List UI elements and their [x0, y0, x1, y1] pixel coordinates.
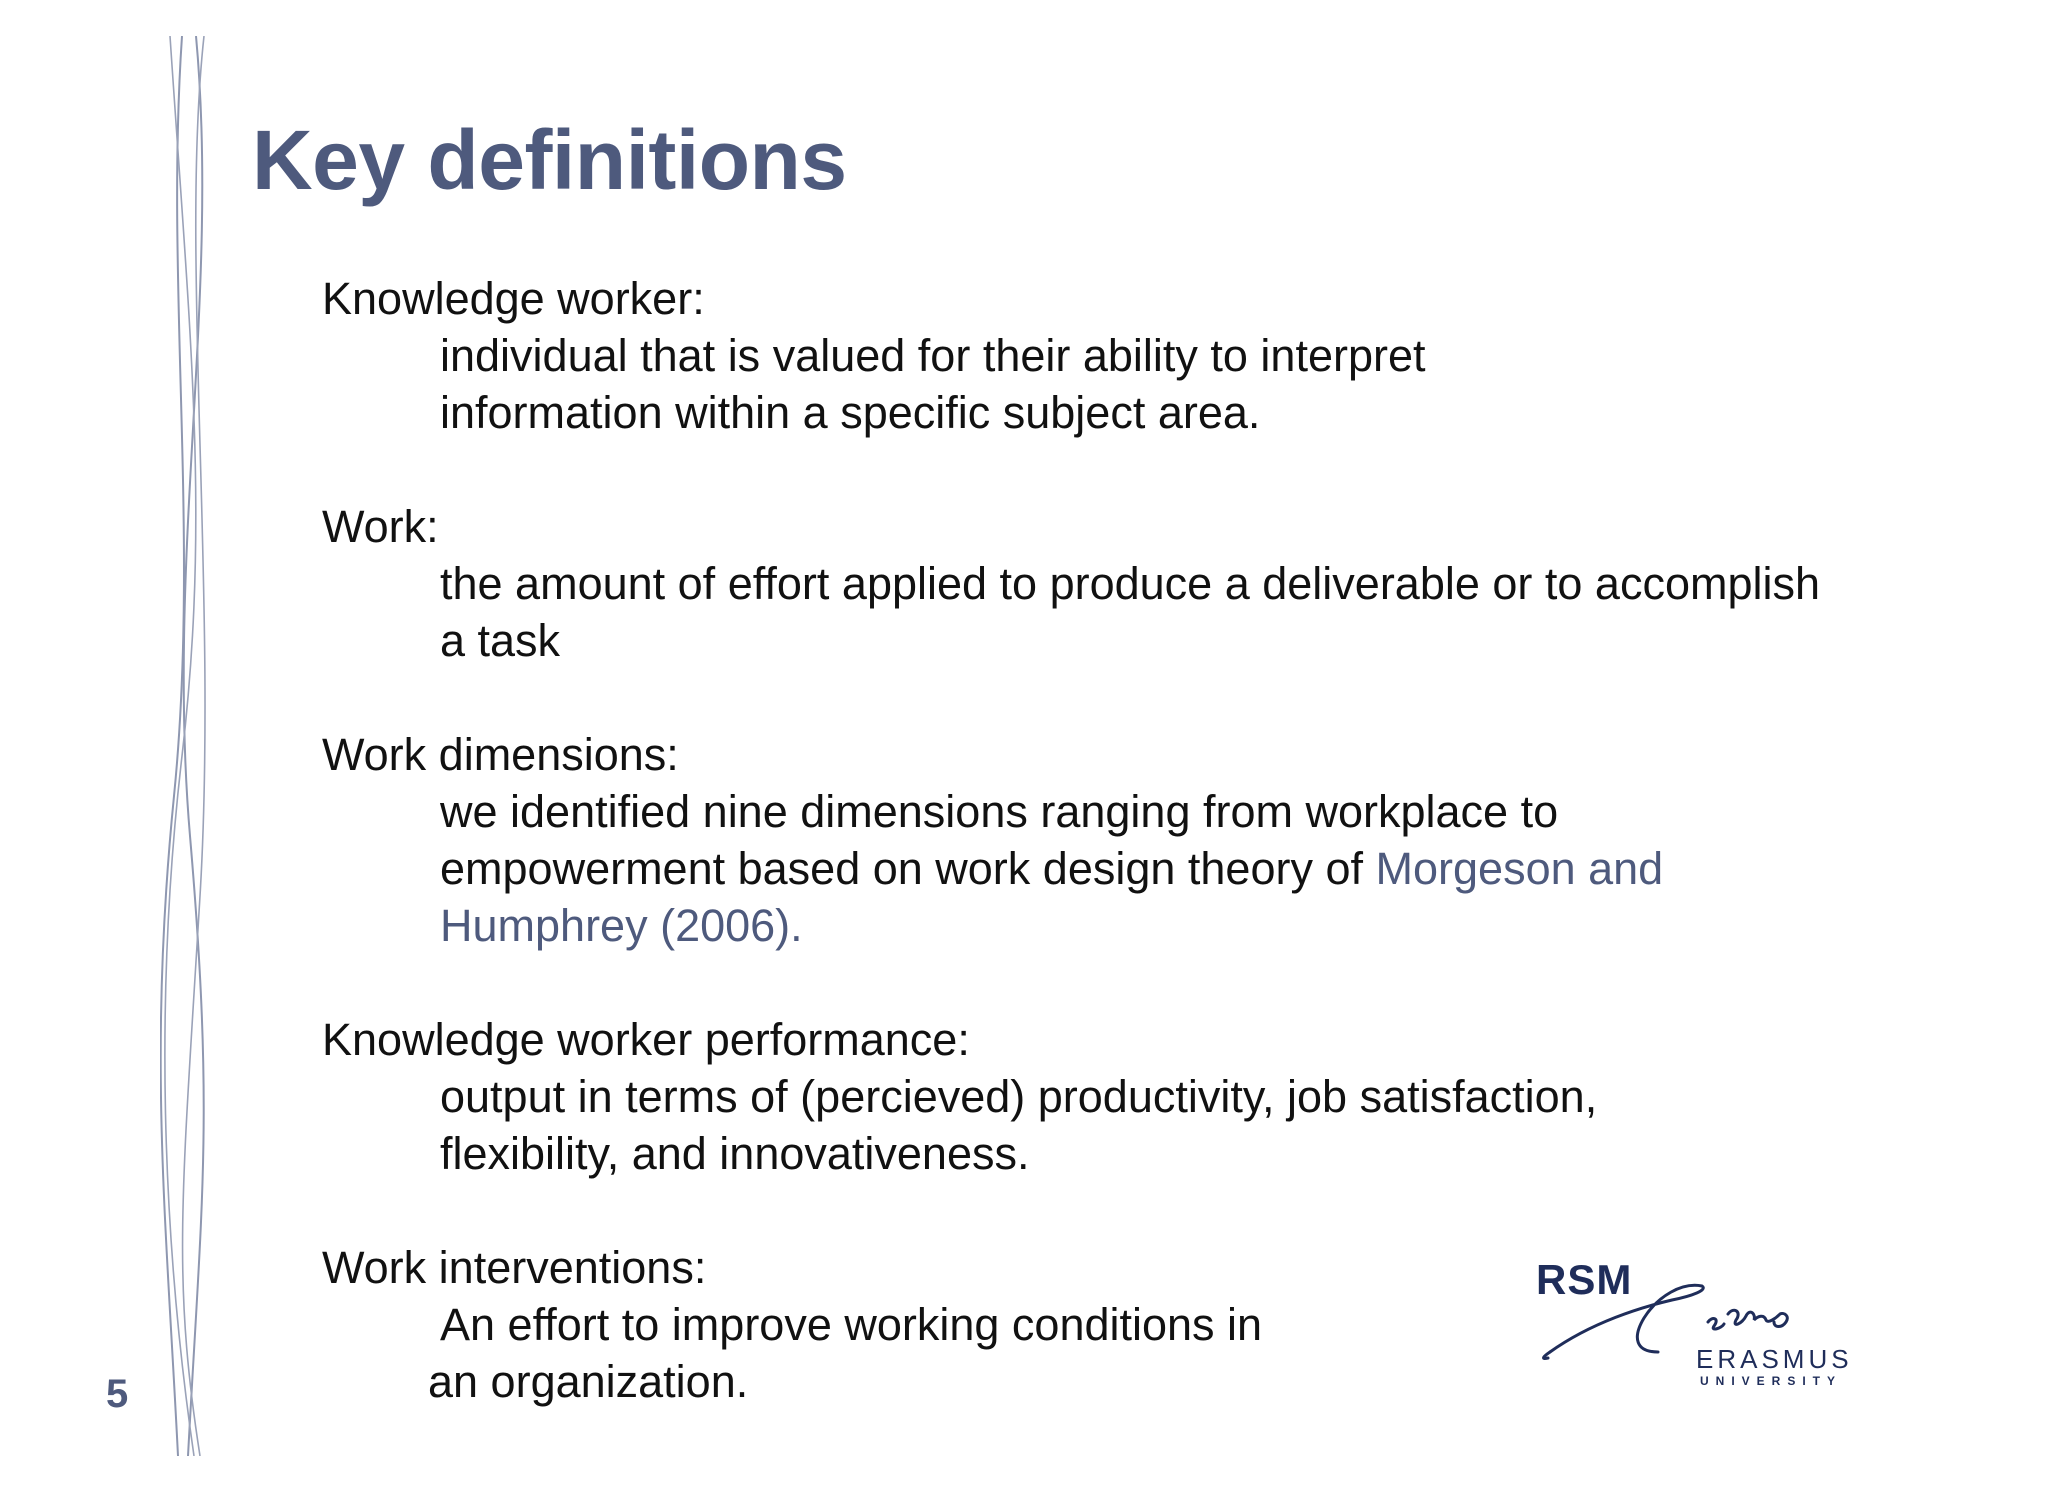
citation-reference: Humphrey (2006). — [440, 900, 803, 951]
definition-text — [322, 783, 2002, 954]
definition-line: flexibility, and innovativeness. — [440, 1128, 1030, 1179]
definition-term: Work interventions: — [322, 1242, 707, 1293]
page-number: 5 — [106, 1372, 129, 1416]
definition-line: an organization. — [428, 1356, 749, 1407]
definition-term: Work dimensions: — [322, 729, 679, 780]
definition-line: the amount of effort applied to produce a deliverable or to accomplish — [440, 558, 1821, 609]
definition-work-dimensions — [322, 726, 2002, 954]
definition-work — [322, 498, 2002, 669]
definition-line-text: empowerment based on work design theory of — [440, 843, 1376, 894]
definition-line: An effort to improve working conditions in — [440, 1299, 1263, 1350]
definition-line: individual that is valued for their ability to interpret — [440, 330, 1426, 381]
definition-line: a task — [440, 615, 561, 666]
definition-line — [440, 840, 2002, 897]
definition-line: information within a specific subject area. — [440, 387, 1261, 438]
definition-term: Knowledge worker: — [322, 273, 705, 324]
definition-text — [322, 1068, 2002, 1182]
definition-knowledge-worker-performance — [322, 1011, 2002, 1182]
logo-abbreviation: RSM — [1536, 1256, 1633, 1303]
decorative-wave-lines — [160, 36, 250, 1456]
definition-text — [322, 555, 2002, 669]
definition-term: Work: — [322, 501, 439, 552]
citation-reference: Morgeson and — [1375, 843, 1664, 894]
logo-subtitle: UNIVERSITY — [1700, 1374, 1843, 1388]
slide-title: Key definitions — [252, 113, 847, 207]
rsm-erasmus-logo — [1532, 1252, 1862, 1392]
definition-line: output in terms of (percieved) productivity, job satisfaction, — [440, 1071, 1598, 1122]
logo-name: ERASMUS — [1696, 1344, 1853, 1374]
definition-knowledge-worker — [322, 270, 2002, 441]
definition-term: Knowledge worker performance: — [322, 1014, 970, 1065]
definition-text — [322, 327, 2002, 441]
definition-line: we identified nine dimensions ranging from workplace to — [440, 786, 1559, 837]
